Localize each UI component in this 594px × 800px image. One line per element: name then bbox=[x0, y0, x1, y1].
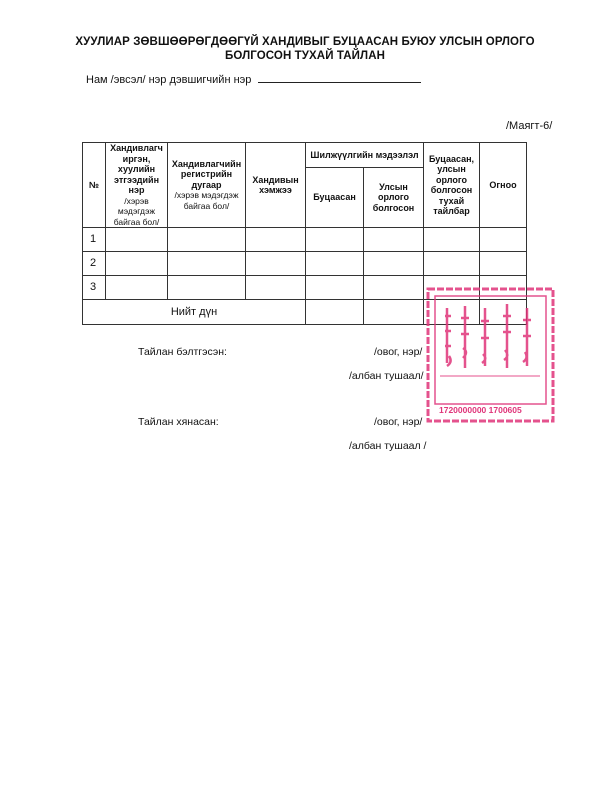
cell-returned[interactable] bbox=[306, 252, 364, 276]
cell-amount[interactable] bbox=[246, 228, 306, 252]
cell-explanation[interactable] bbox=[424, 252, 480, 276]
col-header-transfer-info: Шилжүүлгийн мэдээлэл bbox=[306, 143, 424, 168]
cell-register[interactable] bbox=[168, 228, 246, 252]
stamp-number: 1720000000 1700605 bbox=[439, 405, 522, 415]
col-header-state-income: Улсын орлого болгосон bbox=[364, 168, 424, 228]
col-header-explanation: Буцаасан, улсын орлого болгосон тухай тайлбар bbox=[424, 143, 480, 228]
cell-state-income[interactable] bbox=[364, 228, 424, 252]
col-header-donor-label: Хандивлагч иргэн, хуулийн этгээдийн нэр bbox=[110, 143, 163, 195]
col-header-register-note: /хэрэв мэдэгдэж байгаа бол/ bbox=[174, 190, 239, 211]
party-name-row bbox=[86, 71, 421, 86]
cell-returned[interactable] bbox=[306, 228, 364, 252]
prepared-by-label: Тайлан бэлтгэсэн: bbox=[138, 346, 227, 358]
col-header-register-label: Хандивлагчийн регистрийн дугаар bbox=[171, 158, 242, 190]
reviewed-by-name: /овог, нэр/ bbox=[374, 416, 423, 428]
cell-state-income[interactable] bbox=[364, 252, 424, 276]
cell-date[interactable] bbox=[480, 228, 527, 252]
cell-total-returned[interactable] bbox=[306, 300, 364, 325]
cell-state-income[interactable] bbox=[364, 276, 424, 300]
official-stamp bbox=[425, 286, 556, 424]
col-header-date: Огноо bbox=[480, 143, 527, 228]
report-title-line2: БОЛГОСОН ТУХАЙ ТАЙЛАН bbox=[224, 50, 386, 62]
prepared-by-position: /албан тушаал/ bbox=[349, 370, 424, 382]
report-title-line1: ХУУЛИАР ЗӨВШӨӨРӨГДӨӨГҮЙ ХАНДИВЫГ БУЦААСАН БУЮУ УЛСЫН ОРЛОГО bbox=[75, 36, 535, 48]
table-row bbox=[83, 252, 527, 276]
col-header-returned: Буцаасан bbox=[306, 168, 364, 228]
col-header-register bbox=[168, 143, 246, 228]
cell-total-state-income[interactable] bbox=[364, 300, 424, 325]
cell-amount[interactable] bbox=[246, 276, 306, 300]
cell-donor[interactable] bbox=[106, 276, 168, 300]
col-header-number: № bbox=[83, 143, 106, 228]
prepared-by-name: /овог, нэр/ bbox=[374, 346, 423, 358]
row-number: 2 bbox=[83, 252, 106, 276]
table-header-row-1 bbox=[83, 143, 527, 168]
party-name-label: Нам /эвсэл/ нэр дэвшигчийн нэр bbox=[86, 74, 252, 86]
col-header-amount: Хандивын хэмжээ bbox=[246, 143, 306, 228]
form-number: /Маягт-6/ bbox=[506, 120, 553, 132]
cell-register[interactable] bbox=[168, 276, 246, 300]
cell-donor[interactable] bbox=[106, 228, 168, 252]
col-header-donor-note: /хэрэв мэдэгдэж байгаа бол/ bbox=[113, 195, 160, 227]
table-row bbox=[83, 228, 527, 252]
cell-amount[interactable] bbox=[246, 252, 306, 276]
col-header-donor bbox=[106, 143, 168, 228]
row-number: 1 bbox=[83, 228, 106, 252]
cell-returned[interactable] bbox=[306, 276, 364, 300]
cell-date[interactable] bbox=[480, 252, 527, 276]
report-title bbox=[60, 35, 550, 63]
cell-donor[interactable] bbox=[106, 252, 168, 276]
reviewed-by-position: /албан тушаал / bbox=[349, 440, 427, 452]
total-label: Нийт дүн bbox=[83, 300, 306, 325]
reviewed-by-label: Тайлан хянасан: bbox=[138, 416, 219, 428]
party-name-blank-line[interactable] bbox=[258, 71, 421, 83]
cell-explanation[interactable] bbox=[424, 228, 480, 252]
row-number: 3 bbox=[83, 276, 106, 300]
cell-register[interactable] bbox=[168, 252, 246, 276]
